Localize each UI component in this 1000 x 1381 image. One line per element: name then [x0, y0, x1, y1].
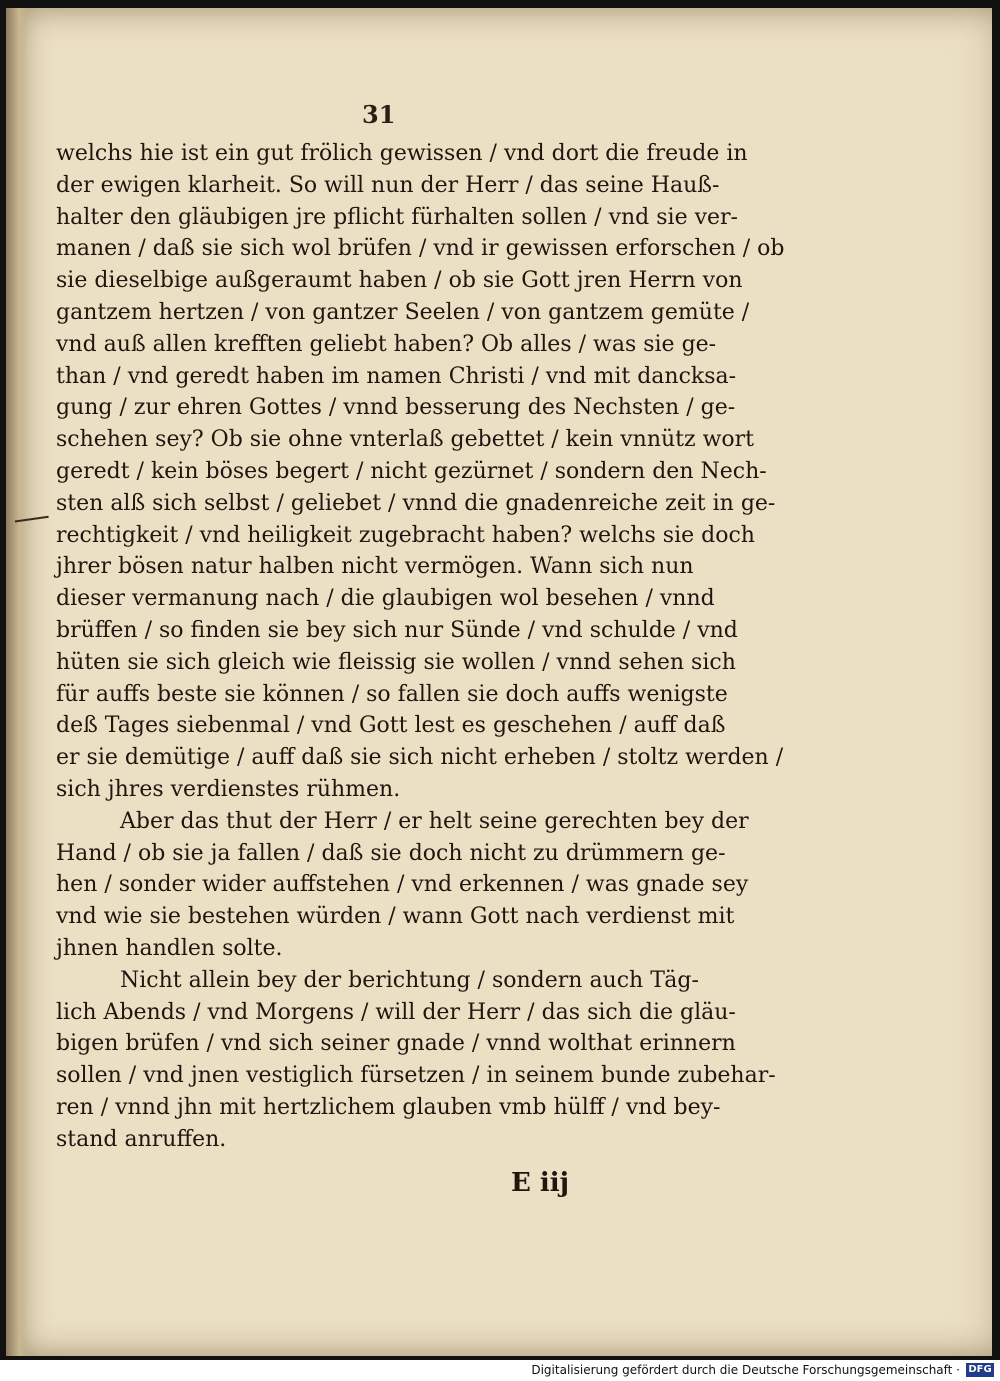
text-line: gantzem hertzen / von gantzer Seelen / von gantzem gemüte / [56, 299, 750, 325]
text-line: than / vnd geredt haben im namen Christi / vnd mit dancksa- [56, 363, 737, 389]
text-line: deß Tages siebenmal / vnd Gott lest es geschehen / auff daß [56, 713, 726, 739]
text-line: rechtigkeit / vnd heiligkeit zugebracht haben? welchs sie doch [56, 522, 755, 548]
text-line: welchs hie ist ein gut frölich gewissen / vnd dort die freude in [56, 141, 748, 166]
funding-credit: Digitalisierung gefördert durch die Deutsche Forschungsgemeinschaft · [531, 1363, 960, 1377]
text-line: vnd auß allen krefften geliebt haben? Ob alles / was sie ge- [56, 331, 717, 357]
text-line: manen / daß sie sich wol brüfen / vnd ir gewissen erforschen / ob [56, 236, 785, 262]
text-line: er sie demütige / auff daß sie sich nicht erheben / stoltz werden / [56, 745, 784, 771]
footer-bar [0, 1360, 1000, 1381]
page-number: 31 [362, 100, 396, 129]
text-line: schehen sey? Ob sie ohne vnterlaß gebettet / kein vnnütz wort [56, 427, 755, 453]
text-line: sie dieselbige außgeraumt haben / ob sie Gott jren Herrn von [56, 268, 743, 294]
text-line: der ewigen klarheit. So will nun der Herr / das seine Hauß- [56, 172, 720, 198]
margin-mark [15, 516, 51, 541]
signature-mark: E iij [511, 1168, 570, 1198]
text-line: sten alß sich selbst / geliebet / vnnd die gnadenreiche zeit in ge- [56, 490, 776, 516]
text-line: hüten sie sich gleich wie fleissig sie wollen / vnnd sehen sich [56, 649, 736, 675]
text-line: stand anruffen. [56, 1126, 227, 1152]
text-line: jhrer bösen natur halben nicht vermögen. Wann sich nun [56, 554, 694, 580]
text-line: jhnen handlen solte. [56, 935, 283, 961]
text-line: lich Abends / vnd Morgens / will der Herr / das sich die gläu- [56, 999, 736, 1025]
text-line: Aber das thut der Herr / er helt seine gerechten bey der [120, 808, 749, 834]
page-gutter [6, 8, 28, 1356]
text-line: bigen brüfen / vnd sich seiner gnade / vnnd wolthat erinnern [56, 1031, 736, 1057]
text-line: Hand / ob sie ja fallen / daß sie doch nicht zu drümmern ge- [56, 840, 726, 866]
text-line: Nicht allein bey der berichtung / sondern auch Täg- [120, 967, 699, 993]
text-line: ren / vnnd jhn mit hertzlichem glauben vmb hülff / vnd bey- [56, 1094, 721, 1120]
text-line: gung / zur ehren Gottes / vnnd besserung des Nechsten / ge- [56, 395, 736, 421]
text-line: für auffs beste sie können / so fallen sie doch auffs wenigste [56, 681, 728, 707]
text-line: brüffen / so finden sie bey sich nur Sünde / vnd schulde / vnd [56, 617, 738, 643]
text-line: hen / sonder wider auffstehen / vnd erkennen / was gnade sey [56, 872, 749, 898]
book-page [6, 8, 992, 1356]
page-text [56, 138, 785, 1156]
text-line: geredt / kein böses begert / nicht gezürnet / sondern den Nech- [56, 458, 767, 484]
text-line: sich jhres verdienstes rühmen. [56, 776, 401, 802]
text-line: halter den gläubigen jre pflicht fürhalten sollen / vnd sie ver- [56, 204, 738, 230]
text-line: dieser vermanung nach / die glaubigen wol besehen / vnnd [56, 586, 715, 612]
text-line: sollen / vnd jnen vestiglich fürsetzen / in seinem bunde zubehar- [56, 1063, 776, 1089]
text-line: vnd wie sie bestehen würden / wann Gott nach verdienst mit [56, 904, 735, 930]
dfg-logo: DFG [966, 1363, 994, 1377]
